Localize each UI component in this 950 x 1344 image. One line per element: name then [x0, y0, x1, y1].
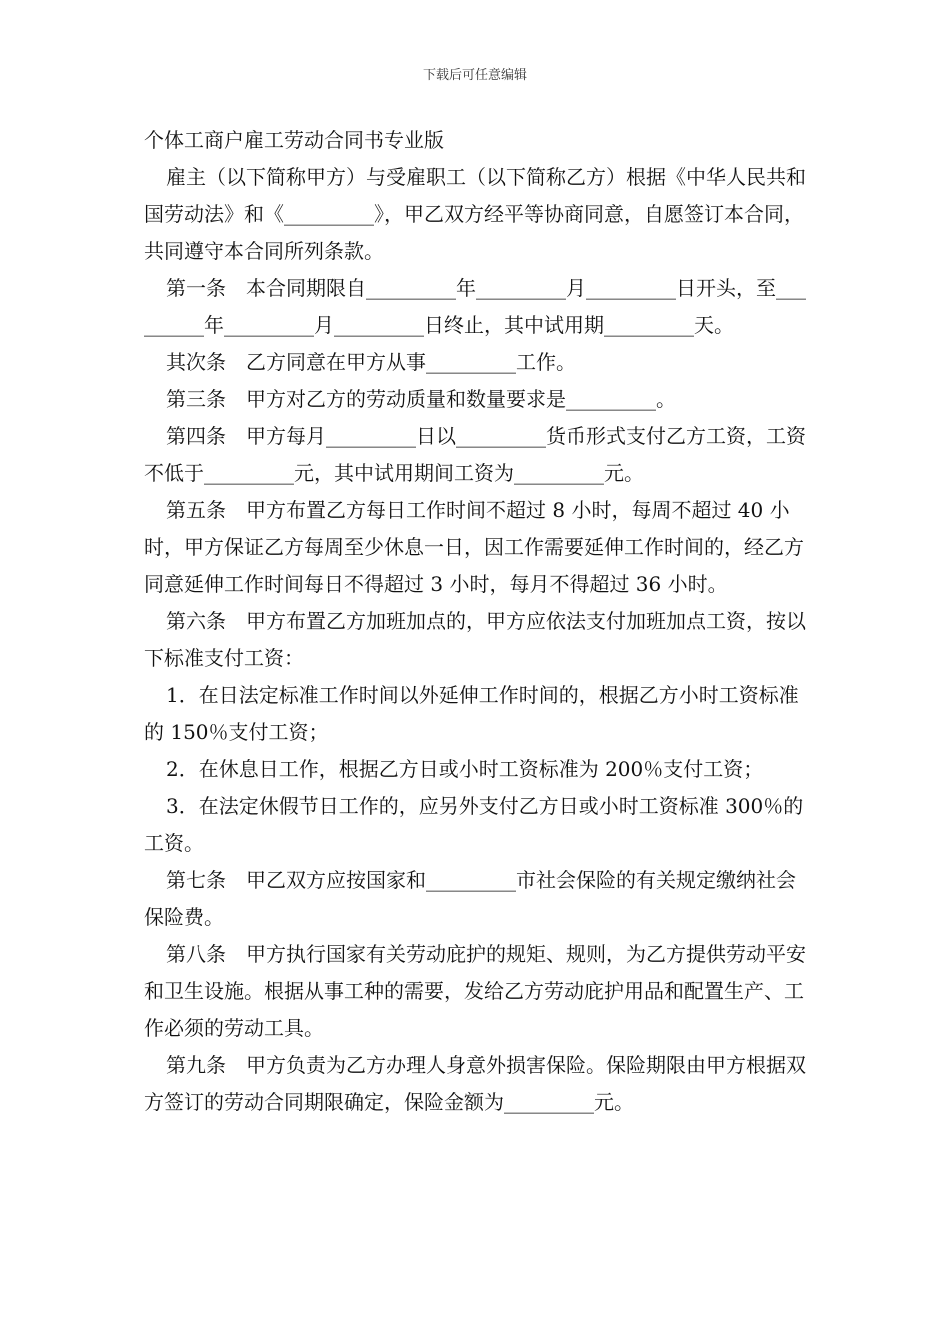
article-6-item-3: 3．在法定休假节日工作的，应另外支付乙方日或小时工资标准 300％的工资。	[144, 794, 804, 855]
article-9-paragraph: 第九条 甲方负责为乙方办理人身意外损害保险。保险期限由甲方根据双方签订的劳动合同期限确定，保险金额为_________元。	[144, 1053, 806, 1114]
article-3-paragraph: 第三条 甲方对乙方的劳动质量和数量要求是_________。	[166, 387, 676, 411]
document-body	[144, 122, 808, 1121]
article-4-paragraph: 第四条 甲方每月_________日以_________货币形式支付乙方工资，工资不低于_________元，其中试用期间工资为_________元。	[144, 424, 806, 485]
article-2-paragraph: 其次条 乙方同意在甲方从事_________工作。	[166, 350, 576, 374]
document-title: 个体工商户雇工劳动合同书专业版	[144, 128, 444, 152]
page-header-note: 下载后可任意编辑	[422, 68, 527, 83]
article-6-item-1: 1．在日法定标准工作时间以外延伸工作时间的，根据乙方小时工资标准的 150％支付工资；	[144, 683, 799, 744]
preamble-paragraph: 雇主（以下简称甲方）与受雇职工（以下简称乙方）根据《中华人民共和国劳动法》和《_________》，甲乙双方经平等协商同意，自愿签订本合同，共同遵守本合同所列条款。	[144, 165, 806, 263]
article-5-paragraph: 第五条 甲方布置乙方每日工作时间不超过 8 小时，每周不超过 40 小时，甲方保证乙方每周至少休息一日，因工作需要延伸工作时间的，经乙方同意延伸工作时间每日不得超过 3 小时，每月不得超过 36 小时。	[144, 498, 804, 596]
article-6-item-2: 2．在休息日工作，根据乙方日或小时工资标准为 200％支付工资；	[166, 757, 764, 781]
article-7-paragraph: 第七条 甲乙双方应按国家和_________市社会保险的有关规定缴纳社会保险费。	[144, 868, 796, 929]
article-1-paragraph: 第一条 本合同期限自_________年_________月_________日开头，至_________年_________月_________日终止，其中试用期_________天。	[144, 276, 806, 337]
article-8-paragraph: 第八条 甲方执行国家有关劳动庇护的规矩、规则，为乙方提供劳动平安和卫生设施。根据从事工种的需要，发给乙方劳动庇护用品和配置生产、工作必须的劳动工具。	[144, 942, 806, 1040]
article-6-paragraph: 第六条 甲方布置乙方加班加点的，甲方应依法支付加班加点工资，按以下标准支付工资：	[144, 609, 806, 670]
